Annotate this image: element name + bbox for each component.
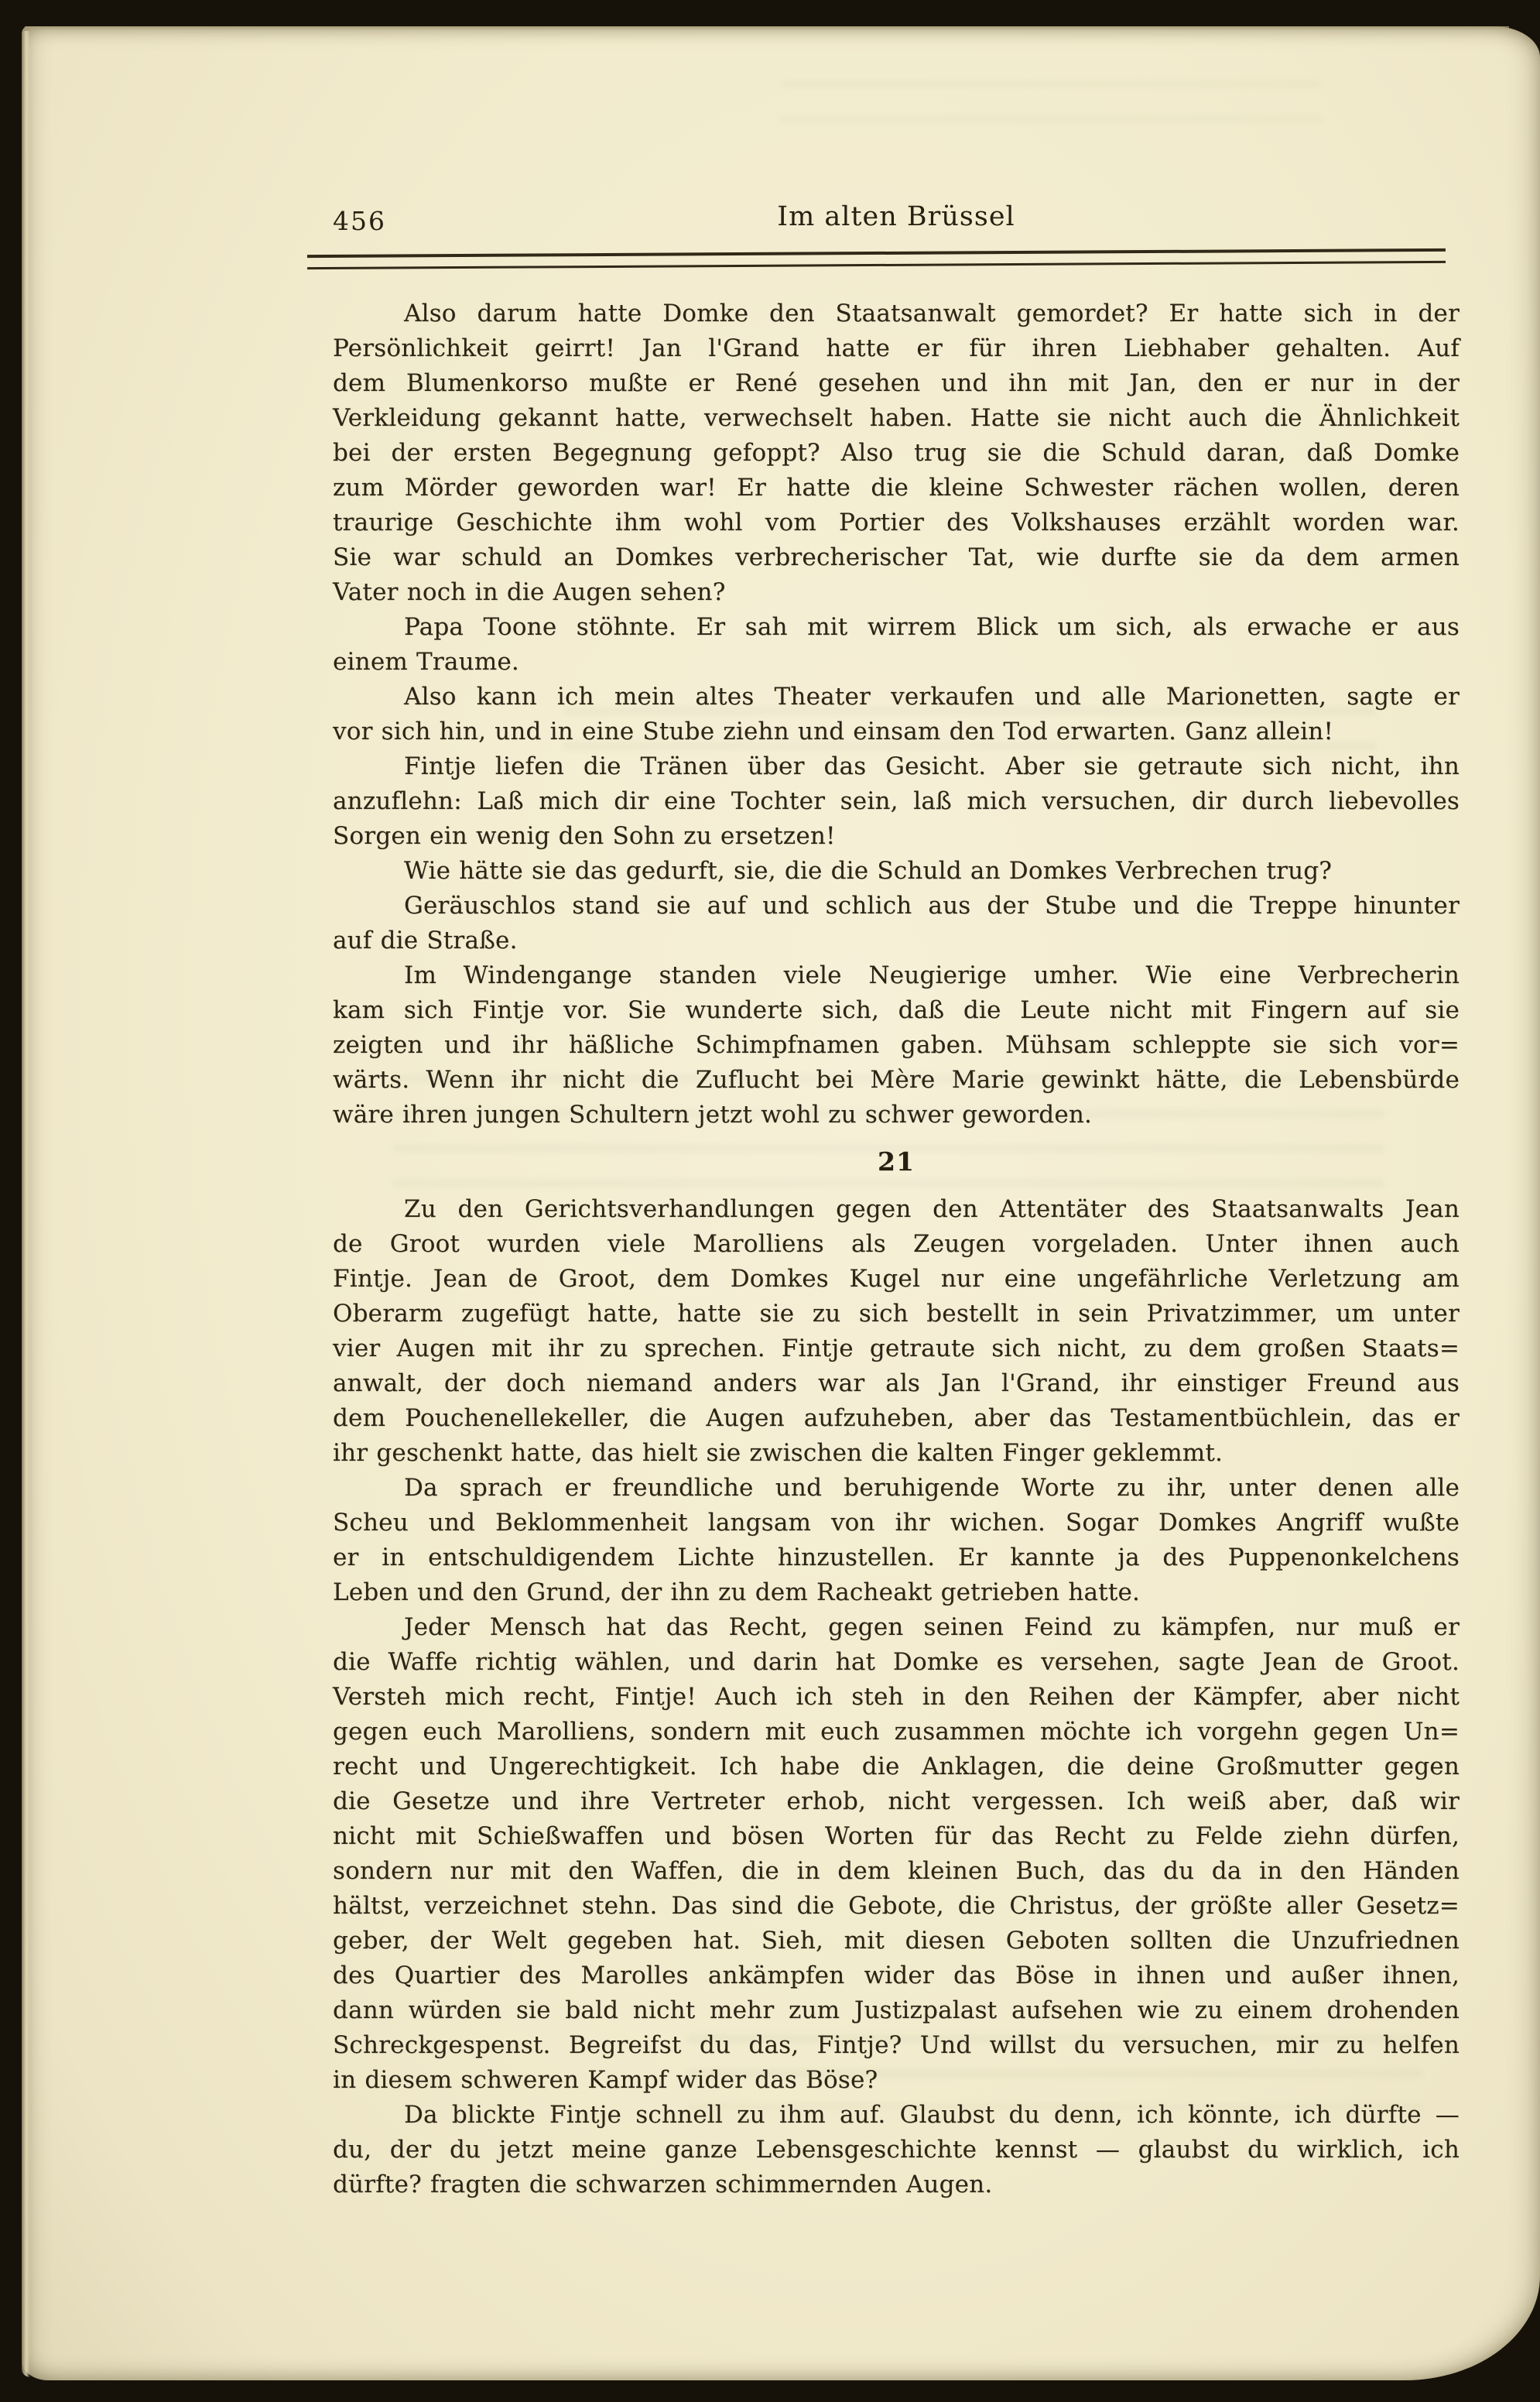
text-line: anzuflehn: Laß mich dir eine Tochter sein, laß mich versuchen, dir durch liebevolles: [333, 787, 1460, 815]
text-line: dem Pouchenellekeller, die Augen aufzuheben, aber das Testamentbüchlein, das er: [333, 1404, 1460, 1432]
text-line: Da blickte Fintje schnell zu ihm auf. Glaubst du denn, ich könnte, ich dürfte —: [404, 2101, 1460, 2129]
text-line: bei der ersten Begegnung gefoppt? Also trug sie die Schuld daran, daß Domke: [333, 439, 1460, 467]
text-line: dann würden sie bald nicht mehr zum Justizpalast aufsehen wie zu einem drohenden: [333, 1996, 1460, 2024]
text-line: kam sich Fintje vor. Sie wunderte sich, daß die Leute nicht mit Fingern auf sie: [333, 996, 1460, 1024]
text-line: nicht mit Schießwaffen und bösen Worten für das Recht zu Felde ziehn dürfen,: [333, 1822, 1460, 1850]
text-line: Persönlichkeit geirrt! Jan l'Grand hatte er für ihren Liebhaber gehalten. Auf: [333, 334, 1460, 362]
paragraph: [333, 2098, 1460, 2202]
text-line: Leben und den Grund, der ihn zu dem Racheakt getrieben hatte.: [333, 1578, 1141, 1606]
text-line: anwalt, der doch niemand anders war als Jan l'Grand, ihr einstiger Freund aus: [333, 1369, 1460, 1397]
text-line: Fintje. Jean de Groot, dem Domkes Kugel nur eine ungefährliche Verletzung am: [333, 1265, 1460, 1293]
text-line: traurige Geschichte ihm wohl vom Portier des Volkshauses erzählt worden war.: [333, 509, 1460, 536]
page-header: [333, 201, 1460, 255]
paragraph: [333, 610, 1460, 680]
paragraph: [333, 296, 1460, 610]
text-line: du, der du jetzt meine ganze Lebensgeschichte kennst — glaubst du wirklich, ich: [333, 2136, 1460, 2164]
paragraph: [333, 854, 1460, 889]
text-line: die Waffe richtig wählen, und darin hat Domke es versehen, sagte Jean de Groot.: [333, 1648, 1460, 1676]
text-line: Geräuschlos stand sie auf und schlich aus der Stube und die Treppe hinunter: [404, 892, 1460, 920]
paragraph: [333, 958, 1460, 1132]
text-line: dürfte? fragten die schwarzen schimmernden Augen.: [333, 2171, 993, 2198]
text-block: [333, 296, 1460, 2202]
text-line: wäre ihren jungen Schultern jetzt wohl zu schwer geworden.: [333, 1101, 1093, 1129]
text-line: Sorgen ein wenig den Sohn zu ersetzen!: [333, 822, 836, 850]
text-line: Vater noch in die Augen sehen?: [333, 578, 726, 606]
text-line: Also darum hatte Domke den Staatsanwalt gemordet? Er hatte sich in der: [404, 300, 1460, 327]
chapter-heading: 21: [878, 1146, 915, 1177]
running-title: Im alten Brüssel: [777, 201, 1015, 232]
paragraph: [333, 1471, 1460, 1610]
text-line: Papa Toone stöhnte. Er sah mit wirrem Blick um sich, als erwache er aus: [404, 613, 1460, 641]
text-line: hältst, verzeichnet stehn. Das sind die Gebote, die Christus, der größte aller Gesetz=: [333, 1892, 1460, 1920]
text-line: Jeder Mensch hat das Recht, gegen seinen Feind zu kämpfen, nur muß er: [404, 1613, 1460, 1641]
text-line: des Quartier des Marolles ankämpfen wider das Böse in ihnen und außer ihnen,: [333, 1962, 1460, 1989]
text-line: Im Windengange standen viele Neugierige umher. Wie eine Verbrecherin: [404, 961, 1460, 989]
text-line: vier Augen mit ihr zu sprechen. Fintje getraute sich nicht, zu dem großen Staats=: [333, 1335, 1460, 1362]
text-line: ihr geschenkt hatte, das hielt sie zwischen die kalten Finger geklemmt.: [333, 1439, 1223, 1467]
text-line: Fintje liefen die Tränen über das Gesicht. Aber sie getraute sich nicht, ihn: [404, 752, 1460, 780]
text-line: Wie hätte sie das gedurft, sie, die die Schuld an Domkes Verbrechen trug?: [404, 857, 1333, 885]
text-line: Versteh mich recht, Fintje! Auch ich steh in den Reihen der Kämpfer, aber nicht: [333, 1683, 1460, 1711]
paragraph: [333, 749, 1460, 854]
text-line: einem Traume.: [333, 648, 519, 676]
book-page: [22, 26, 1540, 2380]
text-line: sondern nur mit den Waffen, die in dem kleinen Buch, das du da in den Händen: [333, 1857, 1460, 1885]
text-line: gegen euch Marolliens, sondern mit euch zusammen möchte ich vorgehn gegen Un=: [333, 1718, 1460, 1746]
text-line: Sie war schuld an Domkes verbrecherischer Tat, wie durfte sie da dem armen: [333, 543, 1460, 571]
text-line: Oberarm zugefügt hatte, hatte sie zu sich bestellt in sein Privatzimmer, um unter: [333, 1300, 1460, 1328]
text-line: recht und Ungerechtigkeit. Ich habe die Anklagen, die deine Großmutter gegen: [333, 1753, 1460, 1780]
text-line: Schreckgespenst. Begreifst du das, Fintje? Und willst du versuchen, mir zu helfen: [333, 2031, 1460, 2059]
text-line: zum Mörder geworden war! Er hatte die kleine Schwester rächen wollen, deren: [333, 474, 1460, 502]
text-line: dem Blumenkorso mußte er René gesehen und ihn mit Jan, den er nur in der: [333, 369, 1460, 397]
text-line: er in entschuldigendem Lichte hinzustellen. Er kannte ja des Puppenonkelchens: [333, 1544, 1460, 1571]
text-line: in diesem schweren Kampf wider das Böse?: [333, 2066, 878, 2094]
text-line: wärts. Wenn ihr nicht die Zuflucht bei Mère Marie gewinkt hätte, die Lebensbürde: [333, 1066, 1460, 1094]
text-line: auf die Straße.: [333, 927, 518, 954]
text-line: Also kann ich mein altes Theater verkaufen und alle Marionetten, sagte er: [404, 683, 1460, 711]
text-line: Zu den Gerichtsverhandlungen gegen den Attentäter des Staatsanwalts Jean: [404, 1195, 1460, 1223]
paragraph: [333, 1610, 1460, 2098]
text-line: de Groot wurden viele Marolliens als Zeugen vorgeladen. Unter ihnen auch: [333, 1230, 1460, 1258]
paragraph: [333, 889, 1460, 958]
text-line: zeigten und ihr häßliche Schimpfnamen gaben. Mühsam schleppte sie sich vor=: [333, 1031, 1460, 1059]
text-line: vor sich hin, und in eine Stube ziehn und einsam den Tod erwarten. Ganz allein!: [333, 718, 1334, 745]
text-line: die Gesetze und ihre Vertreter erhob, nicht vergessen. Ich weiß aber, daß wir: [333, 1787, 1460, 1815]
paragraph: [333, 1192, 1460, 1471]
paragraph: [333, 680, 1460, 749]
show-through-smudge: [780, 81, 1322, 127]
text-line: Verkleidung gekannt hatte, verwechselt haben. Hatte sie nicht auch die Ähnlichkeit: [333, 404, 1460, 432]
text-line: geber, der Welt gegeben hat. Sieh, mit diesen Geboten sollten die Unzufriednen: [333, 1927, 1460, 1955]
text-line: Da sprach er freundliche und beruhigende Worte zu ihr, unter denen alle: [404, 1474, 1460, 1502]
page-number: 456: [333, 206, 386, 236]
text-line: Scheu und Beklommenheit langsam von ihr wichen. Sogar Domkes Angriff wußte: [333, 1509, 1460, 1537]
